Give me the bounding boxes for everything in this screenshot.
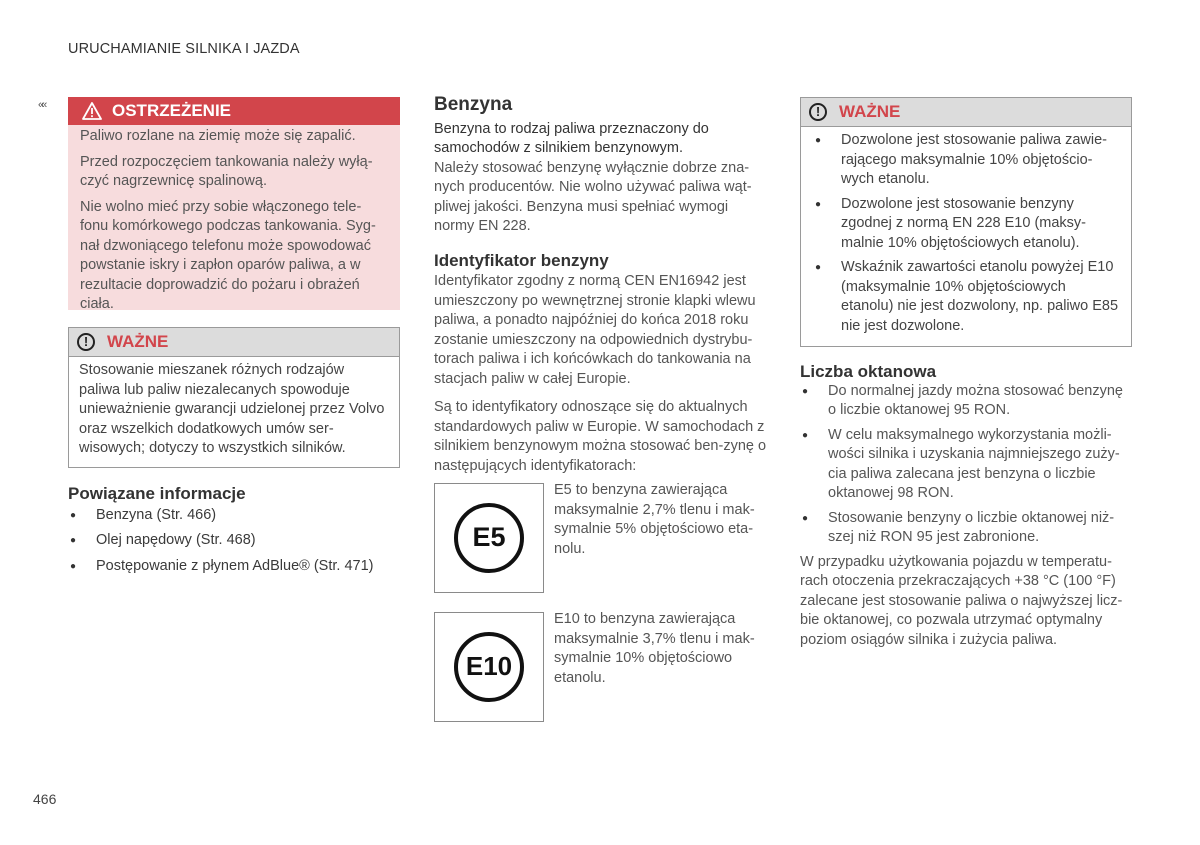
important-list (801, 127, 1131, 336)
important-header (801, 98, 1131, 127)
page-number: 466 (33, 791, 57, 807)
important-item: ● Dozwolone jest stosowanie benzyny zgodnej z normą EN 228 E10 (maksy-malnie 10% objętościowych etanolu). (813, 195, 1121, 254)
important-box-left (68, 327, 400, 468)
important-item: ● Dozwolone jest stosowanie paliwa zawie-rającego maksymalnie 10% objętościo-wych etanolu. (813, 131, 1121, 190)
octane-item: ● Do normalnej jazdy można stosować benzynę o liczbie oktanowej 95 RON. (800, 382, 1132, 421)
exclamation-icon: ! (809, 103, 827, 121)
identifier-paragraph-1: Identyfikator zgodny z normą CEN EN16942 jest umieszczony po wewnętrznej stronie klapki wlewu paliwa, a ponadto najpóźniej do końca 2018 roku zostanie umieszczony na odpowiednich dystrybu-torach paliwa i ich końcówkach do tankowania na stacjach paliw w całej Europie. (434, 273, 756, 387)
related-info-section (68, 484, 403, 582)
identifier-paragraph-2: Są to identyfikatory odnoszące się do aktualnych standardowych paliw w Europie. W samochodach z silnikiem benzynowym można stosować ben-zynę o następujących identyfikatorach: (434, 399, 767, 474)
important-box-right (800, 97, 1132, 347)
important-header (69, 328, 399, 357)
warning-paragraph: Nie wolno mieć przy sobie włączonego tele-fonu komórkowego podczas tankowania. Syg-nał dzwoniącego telefonu może spowodować powstanie iskry i zapłon oparów paliwa, a w rezultacie doprowadzić do pożaru i obrażeń ciała. (80, 198, 376, 312)
octane-list (800, 382, 1132, 548)
related-link-adblue[interactable]: ● Postępowanie z płynem AdBlue® (Str. 471) (68, 557, 403, 577)
related-info-list (68, 506, 403, 577)
warning-paragraph: Paliwo rozlane na ziemię może się zapalić. (80, 128, 356, 144)
important-title: WAŻNE (107, 332, 169, 352)
e5-description: E5 to benzyna zawierająca maksymalnie 2,7% tlenu i mak-symalnie 5% objętościowo eta-nolu. (554, 482, 755, 557)
related-link-diesel[interactable]: ● Olej napędowy (Str. 468) (68, 531, 403, 551)
back-chevron-icon[interactable]: «« (38, 99, 45, 111)
section-header: URUCHAMIANIE SILNIKA I JAZDA (68, 41, 300, 57)
octane-section (800, 362, 1132, 650)
related-info-title: Powiązane informacje (68, 484, 246, 503)
warning-body (68, 125, 400, 315)
important-title: WAŻNE (839, 102, 901, 122)
warning-triangle-icon (82, 102, 102, 120)
octane-item: ● W celu maksymalnego wykorzystania możli-wości silnika i uzyskania najmniejszego zuży-cia paliwa zalecana jest benzyna o liczbie oktanowej 98 RON. (800, 426, 1132, 504)
e5-identifier-image (434, 483, 544, 593)
octane-title: Liczba oktanowa (800, 362, 937, 381)
exclamation-icon: ! (77, 333, 95, 351)
e10-identifier-image (434, 612, 544, 722)
warning-paragraph: Przed rozpoczęciem tankowania należy wyłą-czyć nagrzewnicę spalinową. (80, 153, 373, 189)
warning-title: OSTRZEŻENIE (112, 101, 232, 121)
petrol-body: Należy stosować benzynę wyłącznie dobrze zna-nych producentów. Nie wolno używać paliwa wąt-pliwej jakości. Benzyna musi spełniać wymogi normy EN 228. (434, 159, 752, 234)
petrol-intro: Benzyna to rodzaj paliwa przeznaczony do samochodów z silnikiem benzynowym. (434, 120, 709, 156)
e10-description: E10 to benzyna zawierająca maksymalnie 3,7% tlenu i mak-symalnie 10% objętościowo etanolu. (554, 611, 755, 686)
related-link-petrol[interactable]: ● Benzyna (Str. 466) (68, 506, 403, 526)
e10-logo: E10 (454, 632, 524, 702)
warning-header (68, 97, 400, 125)
octane-outro: W przypadku użytkowania pojazdu w temperatu-rach otoczenia przekraczających +38 °C (100 °F) zalecane jest stosowanie paliwa o najwyższej licz-bie oktanowej, co pozwala utrzymać optymalny poziom osiągów silnika i zużycia paliwa. (800, 553, 1123, 648)
warning-box (68, 97, 400, 310)
e5-logo: E5 (454, 503, 524, 573)
petrol-title: Benzyna (434, 94, 513, 115)
important-item: ● Wskaźnik zawartości etanolu powyżej E10 (maksymalnie 10% objętościowych etanolu) nie jest dozwolony, np. paliwo E85 nie jest dozwolone. (813, 258, 1121, 336)
petrol-section (434, 95, 769, 476)
identifier-title: Identyfikator benzyny (434, 250, 609, 270)
octane-item: ● Stosowanie benzyny o liczbie oktanowej niż-szej niż RON 95 jest zabronione. (800, 509, 1132, 548)
important-text: Stosowanie mieszanek różnych rodzajów paliwa lub paliw niezalecanych spowoduje unieważnienie gwarancji udzielonej przez Volvo oraz wszelkich dodatkowych umów ser-wisowych; dotyczy to wszystkich silników. (79, 362, 385, 456)
